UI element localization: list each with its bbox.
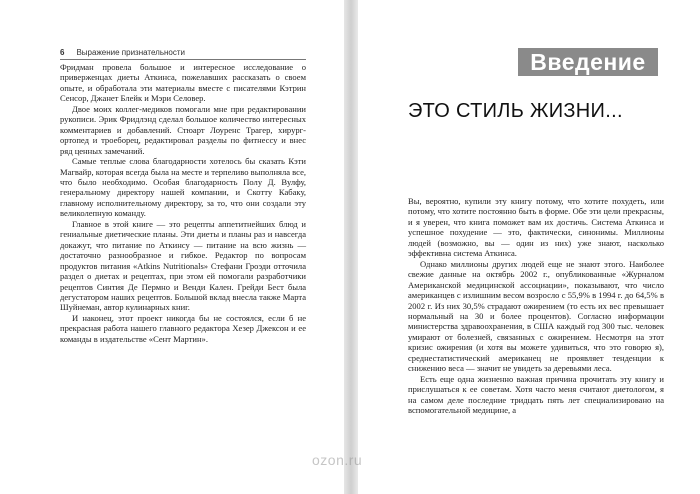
paragraph: Самые теплые слова благодарности хотелось бы сказать Кэти Магвайр, которая всегда была на месте и терпеливо выполняла все, что было необходимо. Особая благодарность Полу Д. Вулфу, генеральному директору нашей компании, и Скотту Кабаку, главному исполнительному директору, за то, что они создали эту великолепную команду. [60,156,306,219]
chapter-label: Введение [518,48,658,76]
book-gutter [344,0,358,494]
right-page [358,0,700,494]
paragraph: Однако миллионы других людей еще не знают этого. Наиболее свежие данные на октябрь 2002 г., опубликованные «Журналом Американской медицинской ассоциации», показывают, что число американцев с излишним весом возросло с 55,9% в 1994 г. до 64,5% в 2002 г. Из них 30,5% страдают ожирением (то есть их вес превышает нормальный на 30 и более процентов). Согласно информации министерства здравоохранения, в США каждый год 300 тыс. человек умирают от болезней, связанных с ожирением. Несмотря на этот кризис ожирения (и хотя вы можете удивиться, что это говорю я), среднестатистический американец не проявляет тенденции к снижению веса — значит не увидеть за деревьями леса. [408,258,664,374]
ozon-watermark: ozon.ru [312,452,363,468]
running-head-title: Выражение признательности [76,48,185,57]
paragraph: Двое моих коллег-медиков помогали мне при редактировании рукописи. Эрик Фридлэнд сделал большое количество интересных комментариев и добавлений. Стюарт Лоуренс Трагер, хирург-ортопед и троеборец, редактировал разделы по фитнессу и внес ряд ценных замечаний. [60,103,306,156]
paragraph: Главное в этой книге — это рецепты аппетитнейших блюд и гениальные диетические планы. Эти диеты и планы раз и навсегда докажут, что питание по Аткинсу — питание на всю жизнь — достаточно разнообразное и гибкое. Редактор по вопросам продуктов питания «Atkins Nutritionals» Стефани Гроэди отточила раздел о диетах и рецептах, при этом ей помогали разработчики рецептов Синтия Де Пермно и Венди Кален. Грейди Бест была дегустатором наших рецептов. Большой вклад внесла также Марта Шуйнеман, автор кулинарных книг. [60,218,306,313]
left-body-text [60,62,306,344]
chapter-heading: ЭТО СТИЛЬ ЖИЗНИ... [408,100,623,122]
left-page [0,0,344,494]
right-body-text [408,196,664,486]
paragraph: Вы, вероятно, купили эту книгу потому, что хотите похудеть, или потому, что хотите постоянно быть в форме. Обе эти цели прекрасны, и я уверен, что книга поможет вам их достичь. Система Аткинса и успешное похудение — это, фактически, синонимы. Миллионы людей (возможно, вы — один из них) уже знают, насколько эффективна система Аткинса. [408,196,664,259]
paragraph: Фридман провела большое и интересное исследование о приверженцах диеты Аткинса, пожелавших рассказать о своем опыте, и обработала эти материалы вместе с писателями Кэтрин Сенсор, Джанет Блейк и Мэри Селовер. [60,62,306,104]
paragraph: И наконец, этот проект никогда бы не состоялся, если б не прекрасная работа нашего главного редактора Хезер Джексон и ее команды в издательстве «Сент Мартин». [60,312,306,344]
running-header [60,45,306,60]
paragraph: Есть еще одна жизненно важная причина прочитать эту книгу и прислушаться к ее советам. Хотя часто меня считают диетологом, я на самом деле последние тридцать пять лет специализировано на вспомогательной медицине, а [408,373,664,416]
page-number: 6 [60,48,65,57]
